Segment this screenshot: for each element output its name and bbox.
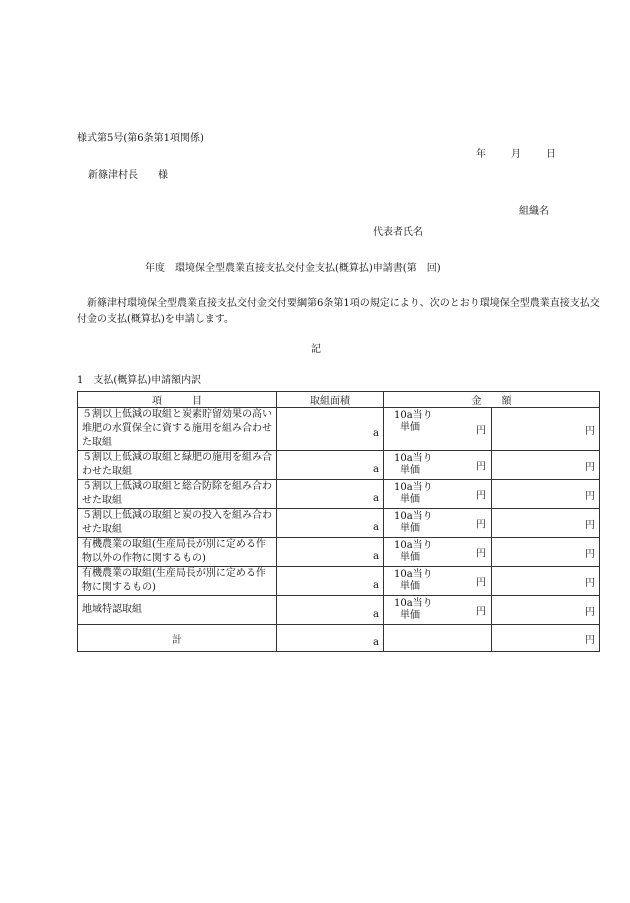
area-unit: a: [373, 579, 379, 591]
amount-yen: 円: [585, 606, 595, 618]
unit-price-cell: [384, 567, 492, 596]
unit-label-line1: 10a当り: [394, 482, 433, 493]
amount-yen: 円: [585, 548, 595, 560]
unit-label-line1: 10a当り: [394, 410, 433, 421]
unit-label-line2: 単価: [400, 523, 420, 534]
amount-yen: 円: [585, 490, 595, 502]
body-paragraph: 新篠津村環境保全型農業直接支払交付金交付要綱第6条第1項の規定により、次のとおり環境保全型農業直接支払交付金の支払(概算払)を申請します。: [77, 298, 600, 325]
item-label: 有機農業の取組(生産局長が別に定める作物以外の作物に関するもの): [78, 538, 277, 567]
unit-label-line2: 単価: [400, 610, 420, 621]
header-area: 取組面積: [277, 392, 384, 408]
unit-label-line2: 単価: [400, 494, 420, 505]
unit-price-label: [394, 598, 433, 622]
unit-price-yen: 円: [476, 548, 486, 560]
unit-price-cell: [384, 509, 492, 538]
date-day: 日: [546, 149, 556, 160]
area-cell: [277, 567, 384, 596]
amount-cell: [492, 509, 600, 538]
unit-label-line2: 単価: [400, 422, 420, 433]
unit-price-cell: [384, 596, 492, 625]
amount-yen: 円: [585, 577, 595, 589]
unit-price-label: [394, 453, 433, 477]
unit-label-line1: 10a当り: [394, 511, 433, 522]
unit-label-line2: 単価: [400, 552, 420, 563]
unit-price-label: [394, 410, 433, 434]
unit-price-cell: [384, 538, 492, 567]
total-blank-cell: [384, 625, 492, 652]
amount-cell: [492, 596, 600, 625]
item-label: ５割以上低減の取組と炭素貯留効果の高い堆肥の水質保全に資する施用を組み合わせた取組: [78, 408, 277, 451]
item-label: ５割以上低減の取組と緑肥の施用を組み合わせた取組: [78, 451, 277, 480]
date-year: 年: [476, 149, 486, 160]
area-unit: a: [373, 521, 379, 533]
table-row: [78, 596, 600, 625]
unit-price-yen: 円: [476, 461, 486, 473]
header-item: 項 目: [78, 392, 277, 408]
amount-cell: [492, 538, 600, 567]
unit-label-line1: 10a当り: [394, 598, 433, 609]
unit-label-line1: 10a当り: [394, 453, 433, 464]
addressee: 新篠津村長 様: [88, 170, 168, 181]
total-label: 計: [78, 625, 277, 652]
unit-label-line1: 10a当り: [394, 569, 433, 580]
unit-label-line1: 10a当り: [394, 540, 433, 551]
representative-name-label: 代表者氏名: [373, 227, 423, 238]
area-cell: [277, 408, 384, 451]
total-area-unit: a: [373, 636, 379, 648]
unit-price-label: [394, 511, 433, 535]
area-unit: a: [373, 550, 379, 562]
total-area-cell: [277, 625, 384, 652]
header-amount: 金 額: [384, 392, 600, 408]
unit-price-label: [394, 482, 433, 506]
item-label: ５割以上低減の取組と総合防除を組み合わせた取組: [78, 480, 277, 509]
unit-price-yen: 円: [476, 490, 486, 502]
unit-price-yen: 円: [476, 577, 486, 589]
area-unit: a: [373, 427, 379, 439]
area-cell: [277, 480, 384, 509]
unit-label-line2: 単価: [400, 581, 420, 592]
amount-yen: 円: [585, 425, 595, 437]
area-cell: [277, 538, 384, 567]
unit-label-line2: 単価: [400, 465, 420, 476]
area-unit: a: [373, 463, 379, 475]
table-row: [78, 480, 600, 509]
unit-price-yen: 円: [476, 519, 486, 531]
unit-price-cell: [384, 451, 492, 480]
area-cell: [277, 451, 384, 480]
org-name-label: 組織名: [519, 206, 549, 217]
amount-cell: [492, 408, 600, 451]
table-row: [78, 509, 600, 538]
table-row: [78, 451, 600, 480]
area-cell: [277, 596, 384, 625]
ki-marker: 記: [311, 344, 321, 355]
table-row: [78, 408, 600, 451]
area-unit: a: [373, 492, 379, 504]
unit-price-label: [394, 540, 433, 564]
amount-yen: 円: [585, 461, 595, 473]
unit-price-label: [394, 569, 433, 593]
date-line: [476, 150, 556, 160]
table-row: [78, 538, 600, 567]
date-month: 月: [511, 149, 521, 160]
section-heading: 1 支払(概算払)申請額内訳: [77, 375, 202, 386]
unit-price-cell: [384, 408, 492, 451]
form-number: 様式第5号(第6条第1項関係): [77, 133, 204, 144]
total-row: [78, 625, 600, 652]
amount-cell: [492, 567, 600, 596]
amount-yen: 円: [585, 519, 595, 531]
document-title: 年度 環境保全型農業直接支払交付金支払(概算払)申請書(第 回): [145, 263, 441, 274]
table-header-row: [78, 392, 600, 408]
item-label: ５割以上低減の取組と炭の投入を組み合わせた取組: [78, 509, 277, 538]
amount-cell: [492, 480, 600, 509]
unit-price-yen: 円: [476, 606, 486, 618]
amount-cell: [492, 451, 600, 480]
item-label: 地域特認取組: [78, 596, 277, 625]
breakdown-table: [77, 391, 600, 652]
unit-price-cell: [384, 480, 492, 509]
table-row: [78, 567, 600, 596]
item-label: 有機農業の取組(生産局長が別に定める作物に関するもの): [78, 567, 277, 596]
total-amount-yen: 円: [585, 634, 595, 646]
total-amount-cell: [492, 625, 600, 652]
unit-price-yen: 円: [476, 425, 486, 437]
area-cell: [277, 509, 384, 538]
area-unit: a: [373, 608, 379, 620]
